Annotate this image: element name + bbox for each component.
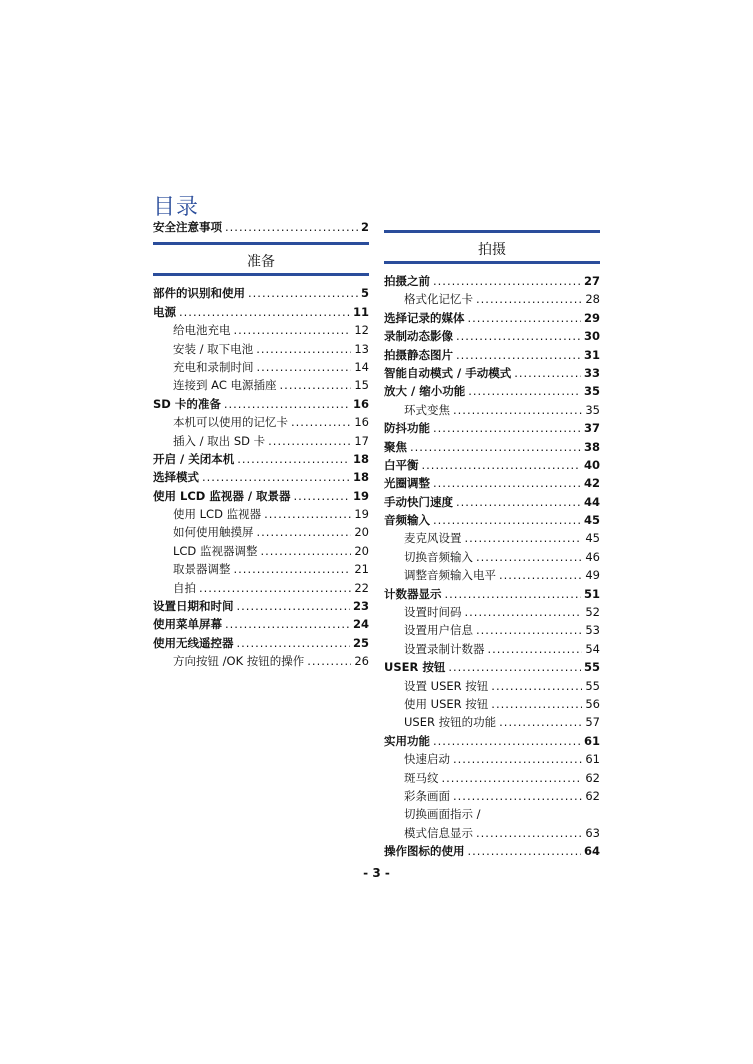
- toc-entry[interactable]: [384, 695, 600, 713]
- toc-entry-title: 计数器显示: [384, 586, 442, 601]
- toc-entry-title: 录制动态影像: [384, 329, 453, 344]
- toc-entry[interactable]: [384, 566, 600, 584]
- toc-entry-title: 光圈调整: [384, 476, 430, 491]
- toc-leader-dots: [442, 769, 583, 787]
- toc-entry[interactable]: [384, 529, 600, 547]
- toc-entry-title: 格式化记忆卡: [404, 292, 473, 307]
- toc-entry-title: 选择记录的媒体: [384, 310, 465, 325]
- section-title: 拍摄: [478, 242, 506, 258]
- toc-entry[interactable]: [153, 450, 369, 468]
- toc-leader-dots: [237, 597, 350, 615]
- toc-entry-title: 设置用户信息: [404, 623, 473, 638]
- toc-entry-page: 63: [585, 825, 600, 840]
- toc-entry-page: 22: [354, 580, 369, 595]
- toc-entry[interactable]: [384, 290, 600, 308]
- toc-entry-title: 开启 / 关闭本机: [153, 451, 235, 466]
- toc-right-column: [384, 224, 600, 861]
- toc-leader-dots: [488, 640, 583, 658]
- toc-leader-dots: [291, 413, 351, 431]
- toc-leader-dots: [448, 658, 581, 676]
- toc-entry-page: 11: [352, 304, 369, 319]
- toc-entry[interactable]: [153, 395, 369, 413]
- toc-entry-page: 51: [583, 586, 600, 601]
- toc-entry[interactable]: [384, 713, 600, 731]
- toc-entry-page: 23: [352, 599, 369, 614]
- toc-entry-title: 给电池充电: [173, 323, 231, 338]
- toc-entry-page: 55: [583, 660, 600, 675]
- toc-entry[interactable]: [384, 382, 600, 400]
- toc-leader-dots: [422, 456, 581, 474]
- toc-leader-dots: [476, 290, 582, 308]
- toc-entry[interactable]: [153, 468, 369, 486]
- toc-entry[interactable]: [384, 603, 600, 621]
- toc-leader-dots: [468, 842, 581, 860]
- toc-entry[interactable]: [384, 640, 600, 658]
- toc-entry-title: 彩条画面: [404, 788, 450, 803]
- toc-entry-page: 52: [585, 605, 600, 620]
- toc-entry[interactable]: [384, 769, 600, 787]
- toc-entry-title: 拍摄之前: [384, 274, 430, 288]
- toc-entry-title: 设置日期和时间: [153, 599, 234, 614]
- toc-leader-dots: [179, 303, 350, 321]
- toc-entry-page: 24: [352, 617, 369, 632]
- toc-leader-dots: [234, 560, 352, 578]
- toc-entry-page: 2: [360, 220, 369, 234]
- toc-entry-title: 安装 / 取下电池: [173, 341, 254, 356]
- toc-entry-page: 25: [352, 635, 369, 650]
- toc-entry[interactable]: [153, 303, 369, 321]
- toc-entry[interactable]: [384, 401, 600, 419]
- toc-entry[interactable]: [153, 358, 369, 376]
- section-title: 准备: [247, 254, 275, 271]
- page-number: - 3 -: [363, 866, 390, 880]
- toc-entry-page: 56: [585, 696, 600, 711]
- toc-leader-dots: [456, 493, 581, 511]
- toc-left-column: [153, 218, 369, 671]
- toc-entry[interactable]: [384, 272, 600, 290]
- toc-entry-title: 插入 / 取出 SD 卡: [173, 433, 266, 448]
- toc-leader-dots: [433, 511, 581, 529]
- toc-entry-page: 18: [352, 451, 369, 466]
- toc-leader-dots: [224, 395, 350, 413]
- toc-entry-page: 15: [354, 378, 369, 393]
- toc-entry-page: 18: [352, 470, 369, 485]
- section-rule-bottom: [153, 273, 369, 276]
- toc-entry-page: 20: [354, 525, 369, 540]
- toc-entry-title: USER 按钮的功能: [404, 715, 497, 730]
- toc-entry[interactable]: [153, 615, 369, 633]
- toc-entry[interactable]: [384, 511, 600, 529]
- toc-entry[interactable]: [384, 658, 600, 676]
- toc-entry-title: 如何使用触摸屏: [173, 525, 254, 540]
- toc-entry-title: 本机可以使用的记忆卡: [173, 415, 288, 430]
- toc-entry-page: 61: [585, 752, 600, 767]
- toc-leader-dots: [234, 321, 352, 339]
- toc-leader-dots: [476, 824, 582, 842]
- toc-leader-dots: [433, 272, 581, 290]
- toc-entry-title: 斑马纹: [404, 770, 439, 785]
- toc-entry-page: 19: [354, 507, 369, 522]
- section-header-shooting: [384, 230, 600, 264]
- toc-entry-title: 手动快门速度: [384, 494, 453, 509]
- toc-entry[interactable]: [384, 456, 600, 474]
- toc-entry[interactable]: [153, 340, 369, 358]
- toc-leader-dots: [268, 432, 351, 450]
- toc-entry-page: 49: [585, 568, 600, 583]
- toc-entry-page: 31: [583, 347, 600, 362]
- toc-entry-title: 安全注意事项: [153, 220, 222, 234]
- toc-entry-page: 64: [583, 844, 600, 859]
- toc-entry-page: 61: [583, 733, 600, 748]
- toc-entry-title: 拍摄静态图片: [384, 347, 453, 362]
- toc-leader-dots: [465, 529, 583, 547]
- toc-entry-title: 智能自动模式 / 手动模式: [384, 365, 512, 380]
- toc-entry-page: 46: [585, 549, 600, 564]
- toc-entry-title: 音频输入: [384, 513, 430, 528]
- toc-entry-page: 33: [583, 365, 600, 380]
- toc-entry-page: 14: [354, 359, 369, 374]
- toc-entry[interactable]: [153, 597, 369, 615]
- toc-leader-dots: [260, 542, 351, 560]
- toc-entry-title: 实用功能: [384, 733, 430, 748]
- toc-entry-title: 部件的识别和使用: [153, 286, 245, 301]
- toc-entry-page: 54: [585, 641, 600, 656]
- toc-entry-page: 30: [583, 329, 600, 344]
- toc-entry-title: 使用 USER 按钮: [404, 696, 489, 711]
- toc-leader-dots: [433, 419, 581, 437]
- toc-entry[interactable]: [153, 542, 369, 560]
- toc-entry[interactable]: [384, 842, 600, 860]
- toc-right-list: [384, 272, 600, 861]
- toc-leader-dots: [248, 284, 358, 302]
- toc-entry-page: 35: [585, 402, 600, 417]
- toc-leader-dots: [199, 579, 351, 597]
- toc-leader-dots: [237, 634, 350, 652]
- toc-entry-page: 17: [354, 433, 369, 448]
- toc-entry[interactable]: [153, 560, 369, 578]
- toc-entry-page: 16: [354, 415, 369, 430]
- toc-entry[interactable]: [384, 327, 600, 345]
- toc-entry-title: 使用 LCD 监视器 / 取景器: [153, 488, 291, 503]
- toc-leader-dots: [257, 358, 352, 376]
- toc-entry-page: 35: [583, 384, 600, 399]
- toc-entry[interactable]: [153, 505, 369, 523]
- toc-entry[interactable]: [384, 309, 600, 327]
- toc-leader-dots: [433, 474, 581, 492]
- toc-leader-dots: [491, 677, 582, 695]
- toc-entry[interactable]: [153, 432, 369, 450]
- section-rule-top: [384, 230, 600, 233]
- toc-entry-title: USER 按钮: [384, 660, 446, 675]
- toc-entry-title: 取景器调整: [173, 562, 231, 577]
- toc-leader-dots: [257, 523, 352, 541]
- toc-entry[interactable]: [384, 787, 600, 805]
- toc-entry-title: 切换音频输入: [404, 549, 473, 564]
- toc-leader-dots: [476, 548, 582, 566]
- toc-entry-page: 53: [585, 623, 600, 638]
- toc-leader-dots: [468, 309, 581, 327]
- toc-entry-page: 57: [585, 715, 600, 730]
- toc-leader-dots: [256, 340, 351, 358]
- toc-entry-title: SD 卡的准备: [153, 396, 221, 411]
- toc-leader-dots: [453, 401, 582, 419]
- toc-entry[interactable]: [384, 677, 600, 695]
- toc-leader-dots: [456, 327, 581, 345]
- toc-entry-page: 29: [583, 310, 600, 325]
- toc-entry-page: 45: [585, 531, 600, 546]
- toc-entry-title: 快速启动: [404, 752, 450, 767]
- toc-entry-title: 方向按钮 /OK 按钮的操作: [173, 654, 305, 669]
- toc-entry-page: 37: [583, 421, 600, 436]
- toc-entry-page: 13: [354, 341, 369, 356]
- toc-entry-title: 使用菜单屏幕: [153, 617, 222, 632]
- section-rule-top: [153, 242, 369, 245]
- toc-leader-dots: [453, 787, 582, 805]
- toc-left-pre: [153, 218, 369, 236]
- toc-leader-dots: [453, 750, 582, 768]
- toc-entry-page: 19: [352, 488, 369, 503]
- toc-leader-dots: [410, 438, 581, 456]
- toc-entry-title: LCD 监视器调整: [173, 543, 258, 558]
- toc-leader-dots: [499, 566, 582, 584]
- toc-entry[interactable]: [384, 824, 600, 842]
- toc-leader-dots: [307, 652, 351, 670]
- toc-entry-page: 44: [583, 494, 600, 509]
- section-header-prep: [153, 242, 369, 276]
- toc-entry[interactable]: [153, 579, 369, 597]
- toc-entry-title: 操作图标的使用: [384, 844, 465, 859]
- toc-entry[interactable]: [384, 548, 600, 566]
- toc-leader-dots: [445, 585, 581, 603]
- toc-entry[interactable]: [153, 523, 369, 541]
- toc-leader-dots: [202, 468, 350, 486]
- toc-leader-dots: [280, 376, 352, 394]
- toc-entry[interactable]: [384, 474, 600, 492]
- toc-leader-dots: [514, 364, 581, 382]
- toc-entry-title: 使用 LCD 监视器: [173, 507, 262, 522]
- toc-leader-dots: [476, 621, 582, 639]
- toc-leader-dots: [294, 487, 350, 505]
- toc-entry-title: 选择模式: [153, 470, 199, 485]
- toc-entry[interactable]: [153, 376, 369, 394]
- toc-entry[interactable]: [153, 321, 369, 339]
- toc-entry-page: 62: [585, 788, 600, 803]
- toc-entry-title: 设置 USER 按钮: [404, 678, 489, 693]
- toc-entry[interactable]: [384, 732, 600, 750]
- toc-entry[interactable]: [384, 493, 600, 511]
- toc-entry[interactable]: [384, 364, 600, 382]
- toc-entry[interactable]: [153, 652, 369, 670]
- toc-leader-dots: [491, 695, 582, 713]
- toc-entry[interactable]: [153, 413, 369, 431]
- toc-leader-dots: [433, 732, 581, 750]
- toc-entry-title: 放大 / 缩小功能: [384, 384, 466, 399]
- toc-leader-dots: [456, 346, 581, 364]
- toc-entry-page: 40: [583, 457, 600, 472]
- toc-entry-title: 设置录制计数器: [404, 641, 485, 656]
- toc-entry-page: 28: [585, 292, 600, 307]
- toc-entry-title: 模式信息显示: [404, 825, 473, 840]
- toc-entry[interactable]: [384, 419, 600, 437]
- toc-entry-title: 切换画面指示 /: [404, 807, 481, 822]
- toc-entry[interactable]: [384, 750, 600, 768]
- toc-entry-title: 电源: [153, 304, 176, 319]
- toc-entry[interactable]: [384, 805, 600, 823]
- toc-entry-page: 45: [583, 513, 600, 528]
- toc-entry-page: 5: [360, 286, 369, 301]
- section-rule-bottom: [384, 261, 600, 264]
- toc-entry-title: 白平衡: [384, 457, 419, 472]
- toc-entry-title: 充电和录制时间: [173, 359, 254, 374]
- toc-entry-title: 麦克风设置: [404, 531, 462, 546]
- toc-entry[interactable]: [384, 585, 600, 603]
- toc-entry-page: 42: [583, 476, 600, 491]
- toc-entry-page: 21: [354, 562, 369, 577]
- toc-entry[interactable]: [153, 284, 369, 302]
- toc-entry[interactable]: [153, 487, 369, 505]
- toc-entry[interactable]: [153, 634, 369, 652]
- toc-entry[interactable]: [384, 346, 600, 364]
- toc-left-list: [153, 284, 369, 670]
- toc-leader-dots: [264, 505, 351, 523]
- toc-entry[interactable]: [384, 438, 600, 456]
- toc-entry-title: 自拍: [173, 580, 196, 595]
- toc-entry-title: 连接到 AC 电源插座: [173, 378, 277, 393]
- toc-entry-title: 使用无线遥控器: [153, 635, 234, 650]
- toc-leader-dots: [237, 450, 350, 468]
- toc-leader-dots: [225, 218, 358, 236]
- toc-entry-page: 38: [583, 439, 600, 454]
- toc-entry-title: 环式变焦: [404, 402, 450, 417]
- toc-entry-page: 12: [354, 323, 369, 338]
- toc-entry-title: 防抖功能: [384, 421, 430, 436]
- toc-leader-dots: [468, 382, 581, 400]
- page-title: 目录: [153, 195, 200, 220]
- toc-leader-dots: [499, 713, 582, 731]
- toc-entry[interactable]: [384, 621, 600, 639]
- toc-leader-dots: [225, 615, 350, 633]
- toc-entry-page: 16: [352, 396, 369, 411]
- toc-entry-title: 调整音频输入电平: [404, 568, 496, 583]
- toc-entry-page: 27: [583, 274, 600, 288]
- toc-entry-title: 设置时间码: [404, 605, 462, 620]
- toc-entry-page: 55: [585, 678, 600, 693]
- toc-entry-title: 聚焦: [384, 439, 407, 454]
- toc-entry[interactable]: [153, 218, 369, 236]
- toc-leader-dots: [465, 603, 583, 621]
- toc-entry-page: 62: [585, 770, 600, 785]
- toc-entry-page: 20: [354, 543, 369, 558]
- toc-entry-page: 26: [354, 654, 369, 669]
